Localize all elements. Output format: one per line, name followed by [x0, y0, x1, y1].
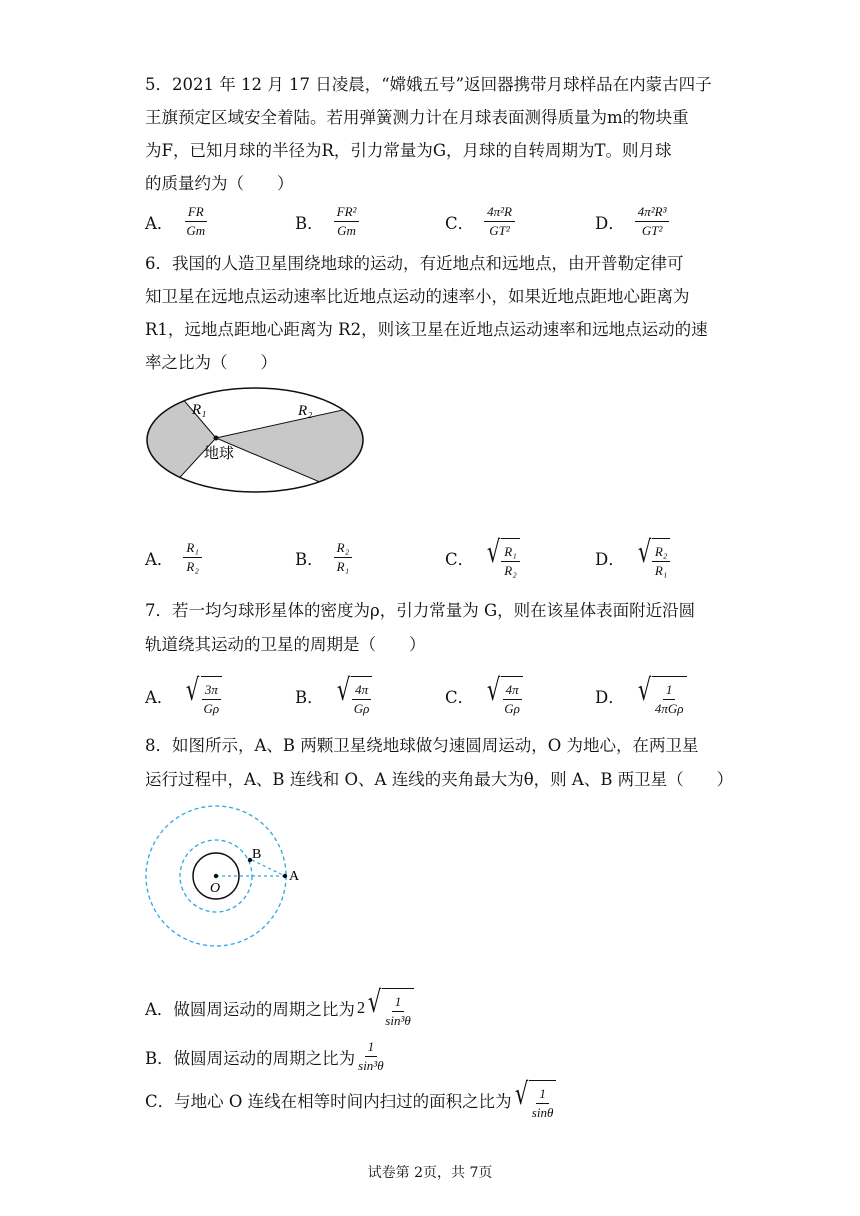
option-label: C． [445, 213, 475, 233]
option-label: C． [445, 550, 475, 570]
option-label: A． [145, 688, 174, 708]
denominator: sin³θ [385, 1013, 411, 1029]
fraction [501, 545, 519, 579]
radical-sign: √ [637, 673, 651, 708]
center-dot [214, 874, 218, 878]
circular-orbits-figure [140, 800, 320, 950]
denominator: Gm [337, 223, 356, 239]
numerator: 1 [663, 683, 676, 700]
q7-line-2: 轨道绕其运动的卫星的周期是（ ） [145, 635, 426, 654]
q7-option-a[interactable] [145, 673, 222, 717]
fraction [484, 205, 515, 239]
ellipse-orbit-figure [140, 384, 370, 499]
fraction [355, 1040, 386, 1074]
q6-option-c[interactable] [445, 535, 520, 579]
option-label: D． [595, 688, 625, 708]
denominator: Gρ [353, 701, 370, 717]
page-footer: 试卷第 2页，共 7页 [367, 1165, 493, 1181]
option-label: C． [445, 688, 475, 708]
square-root [635, 535, 671, 579]
q7-option-b[interactable] [295, 673, 372, 717]
square-root [365, 985, 414, 1029]
option-label: A． [145, 549, 174, 569]
label-a: A [289, 869, 300, 884]
denominator: R₂ [186, 559, 199, 575]
numerator: R₁ [501, 545, 519, 562]
q7-option-d[interactable] [595, 673, 687, 717]
numerator: R₁ [183, 541, 201, 558]
fraction [351, 683, 373, 717]
q5-line-2: 王旗预定区域安全着陆。若用弹簧测力计在月球表面测得质量为m的物块重 [145, 108, 689, 127]
q6-option-b[interactable] [295, 541, 352, 575]
q6-option-d[interactable] [595, 535, 670, 579]
radical-sign: √ [486, 535, 501, 570]
denominator: sin³θ [358, 1058, 384, 1074]
r2-label: R₂ [298, 403, 313, 419]
option-label: D． [595, 550, 625, 570]
numerator: R₂ [652, 545, 670, 562]
fraction [183, 541, 201, 575]
denominator: Gρ [203, 701, 220, 717]
q8-option-a[interactable] [145, 985, 414, 1029]
denominator: GT² [641, 223, 663, 239]
q5-line-4: 的质量约为（ ） [145, 174, 294, 193]
option-label: D． [595, 213, 625, 233]
q7-line-1: 7．若一均匀球形星体的密度为ρ，引力常量为 G，则在该星体表面附近沿圆 [145, 601, 696, 620]
fraction [382, 995, 413, 1029]
label-b: B [252, 847, 262, 862]
radical-sign: √ [186, 673, 200, 708]
far-sector [216, 404, 370, 499]
numerator: 4π [503, 683, 522, 700]
option-label: B． [295, 688, 324, 708]
q5-line-1: 5．2021 年 12 月 17 日凌晨，“嫦娥五号”返回器携带月球样品在内蒙古四子 [145, 75, 712, 94]
fraction [501, 683, 523, 717]
numerator: FR [185, 205, 207, 222]
q8-line-2: 运行过程中，A、B 连线和 O、A 连线的夹角最大为θ，则 A、B 两卫星（ ） [145, 770, 734, 789]
denominator: Gρ [504, 701, 520, 717]
q7-option-c[interactable] [445, 673, 523, 717]
earth-label: 地球 [204, 446, 235, 462]
q8-option-b[interactable] [145, 1040, 387, 1074]
square-root [484, 673, 523, 717]
numerator: 4π²R³ [635, 205, 670, 222]
fraction [183, 205, 208, 239]
option-text: A．做圆周运动的周期之比为 [145, 1000, 355, 1020]
numerator: 1 [536, 1087, 549, 1104]
option-label: B． [295, 213, 324, 233]
q5-option-d[interactable] [595, 205, 669, 239]
fraction [334, 205, 360, 239]
square-root [512, 1077, 557, 1121]
numerator: 1 [365, 1040, 378, 1057]
radical-sign: √ [336, 673, 350, 708]
fraction [652, 683, 687, 717]
option-label: A． [145, 213, 174, 233]
numerator: R₂ [334, 541, 352, 558]
denominator: GT² [489, 223, 510, 239]
q6-line-1: 6．我国的人造卫星围绕地球的运动，有近地点和远地点，由开普勒定律可 [145, 254, 684, 273]
fraction [652, 545, 670, 579]
option-text: C．与地心 O 连线在相等时间内扫过的面积之比为 [145, 1092, 512, 1112]
denominator: R₂ [504, 563, 517, 579]
q5-option-b[interactable] [295, 205, 359, 239]
option-text: B．做圆周运动的周期之比为 [145, 1048, 356, 1068]
ab-line [252, 860, 285, 876]
q5-line-3: 为F，已知月球的半径为R，引力常量为G，月球的自转周期为T。则月球 [145, 141, 672, 160]
q6-line-4: 率之比为（ ） [145, 353, 277, 372]
square-root [484, 535, 520, 579]
coefficient: 2 [356, 998, 366, 1018]
q5-option-a[interactable] [145, 205, 208, 239]
radical-sign: √ [486, 673, 501, 708]
denominator: R₁ [654, 563, 668, 579]
satellite-a-dot [283, 874, 287, 878]
q8-option-c[interactable] [145, 1077, 556, 1121]
q6-option-a[interactable] [145, 541, 202, 575]
numerator: FR² [334, 205, 360, 222]
fraction [201, 683, 223, 717]
denominator: 4πGρ [654, 701, 684, 717]
numerator: 4π [352, 683, 371, 700]
earth-dot [214, 436, 219, 441]
radical-sign: √ [514, 1077, 528, 1112]
option-label: B． [295, 549, 324, 569]
fraction [334, 541, 352, 575]
square-root [334, 673, 373, 717]
numerator: 4π²R [484, 205, 515, 222]
numerator: 3π [202, 683, 221, 700]
fraction [529, 1087, 557, 1121]
q6-line-2: 知卫星在远地点运动速率比近地点运动的速率小，如果近地点距地心距离为 [145, 287, 690, 306]
radical-sign: √ [637, 535, 651, 570]
denominator: R₁ [336, 559, 350, 575]
square-root [635, 673, 687, 717]
denominator: sinθ [531, 1105, 554, 1121]
radical-sign: √ [368, 985, 382, 1020]
q6-line-3: R1，远地点距地心距离为 R2，则该卫星在近地点运动速率和远地点运动的速 [145, 320, 708, 339]
numerator: 1 [392, 995, 405, 1012]
q5-option-c[interactable] [445, 205, 515, 239]
square-root [183, 673, 222, 717]
denominator: Gm [186, 223, 206, 239]
fraction [635, 205, 670, 239]
r1-label: R₁ [192, 402, 207, 418]
label-o: O [210, 881, 221, 896]
q8-line-1: 8．如图所示，A、B 两颗卫星绕地球做匀速圆周运动，O 为地心，在两卫星 [145, 736, 699, 755]
